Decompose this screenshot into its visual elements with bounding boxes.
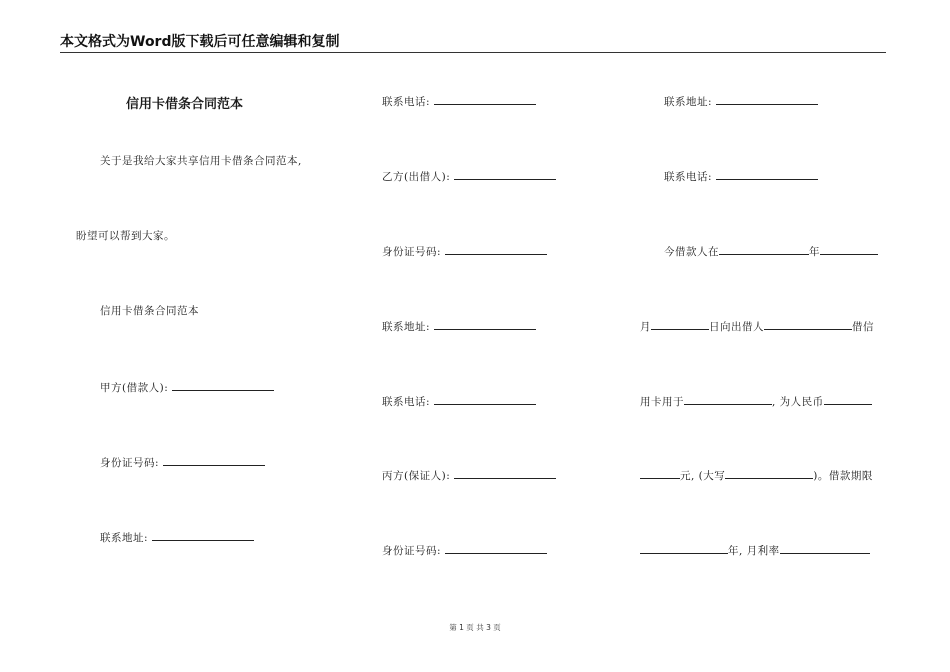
party-c-id-field bbox=[382, 542, 547, 558]
section-subtitle: 信用卡借条合同范本 bbox=[100, 305, 199, 317]
party-c-field bbox=[382, 467, 556, 483]
document-header bbox=[60, 35, 886, 53]
loan-text-3b: , 为人民币 bbox=[772, 396, 824, 408]
loan-text-1a: 今借款人在 bbox=[664, 246, 719, 258]
party-b-address-blank bbox=[434, 318, 536, 330]
loan-text-line-4 bbox=[640, 467, 873, 483]
interest-blank bbox=[780, 542, 870, 554]
loan-text-1b: 年 bbox=[809, 246, 820, 258]
party-b-address-field bbox=[382, 318, 536, 334]
party-c-address-field bbox=[664, 93, 818, 109]
party-c-id-label: 身份证号码: bbox=[382, 545, 442, 557]
loan-text-5a: 年, 月利率 bbox=[728, 545, 780, 557]
loan-text-2c: 借信 bbox=[852, 321, 874, 333]
party-a-blank bbox=[172, 379, 274, 391]
document-title: 信用卡借条合同范本 bbox=[126, 97, 244, 112]
party-c-address-label: 联系地址: bbox=[664, 96, 713, 108]
party-a-label: 甲方(借款人): bbox=[100, 382, 169, 394]
party-c-address-blank bbox=[716, 93, 818, 105]
party-a-phone-blank bbox=[434, 93, 536, 105]
intro-line-1: 关于是我给大家共享信用卡借条合同范本, bbox=[100, 155, 302, 167]
party-b-blank bbox=[454, 168, 556, 180]
amount-blank bbox=[824, 393, 872, 405]
loan-text-line-1 bbox=[664, 243, 878, 259]
loan-text-2a: 月 bbox=[640, 321, 651, 333]
party-b-id-label: 身份证号码: bbox=[382, 246, 442, 258]
party-c-blank bbox=[454, 467, 556, 479]
party-c-id-blank bbox=[445, 542, 547, 554]
party-b-id-field bbox=[382, 243, 547, 259]
party-b-phone-blank bbox=[434, 393, 536, 405]
party-b-label: 乙方(出借人): bbox=[382, 171, 451, 183]
loan-text-line-2 bbox=[640, 318, 874, 334]
party-a-phone-label: 联系电话: bbox=[382, 96, 431, 108]
party-b-phone-field bbox=[382, 393, 536, 409]
party-a-id-field bbox=[100, 454, 265, 470]
loan-text-4b: )。借款期限 bbox=[813, 470, 873, 482]
party-c-phone-blank bbox=[716, 168, 818, 180]
party-a-field bbox=[100, 379, 274, 395]
loan-text-line-5 bbox=[640, 542, 870, 558]
loan-text-line-3 bbox=[640, 393, 872, 409]
party-b-phone-label: 联系电话: bbox=[382, 396, 431, 408]
loan-text-4a: 元, (大写 bbox=[680, 470, 726, 482]
loan-text-2b: 日向出借人 bbox=[709, 321, 764, 333]
party-b-id-blank bbox=[445, 243, 547, 255]
amount-blank-2 bbox=[640, 467, 680, 479]
party-a-address-blank bbox=[152, 529, 254, 541]
loan-year-blank-2 bbox=[820, 243, 878, 255]
page-footer: 第 1 页 共 3 页 bbox=[449, 623, 501, 632]
party-a-id-label: 身份证号码: bbox=[100, 457, 160, 469]
party-a-phone-field bbox=[382, 93, 536, 109]
intro-line-2: 盼望可以帮到大家。 bbox=[76, 230, 175, 242]
party-a-address-field bbox=[100, 529, 254, 545]
loan-year-blank bbox=[719, 243, 809, 255]
party-b-field bbox=[382, 168, 556, 184]
purpose-blank bbox=[684, 393, 772, 405]
party-a-id-blank bbox=[163, 454, 265, 466]
loan-month-blank bbox=[651, 318, 709, 330]
party-b-address-label: 联系地址: bbox=[382, 321, 431, 333]
party-a-address-label: 联系地址: bbox=[100, 532, 149, 544]
amount-words-blank bbox=[725, 467, 813, 479]
party-c-phone-field bbox=[664, 168, 818, 184]
party-c-label: 丙方(保证人): bbox=[382, 470, 451, 482]
lender-blank bbox=[764, 318, 852, 330]
party-c-phone-label: 联系电话: bbox=[664, 171, 713, 183]
header-text: 本文格式为Word版下载后可任意编辑和复制 bbox=[60, 34, 340, 50]
loan-text-3a: 用卡用于 bbox=[640, 396, 684, 408]
term-blank bbox=[640, 542, 728, 554]
